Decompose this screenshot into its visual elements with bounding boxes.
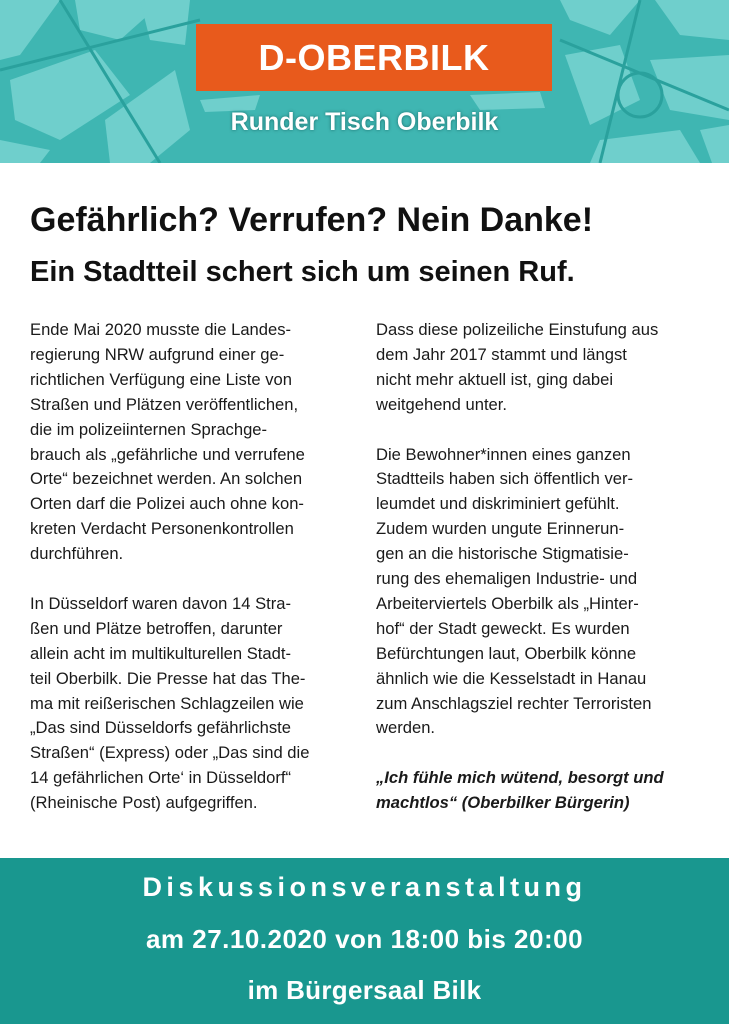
paragraph: Dass diese polizeiliche Einstufung aus dem Jahr 2017 stammt und längst nicht mehr aktuell ist, ging dabei weitgehend unter.	[376, 320, 659, 414]
paragraph: In Düsseldorf waren davon 14 Stra- ßen und Plätze betroffen, darunter allein acht im multikulturellen Stadt- teil Oberbilk. Die Presse hat das The- ma mit reißerischen Schlagzeilen wie „Das sind Düsseldorfs gefährlichste Straßen“ (Express) oder „Das sind die 14 gefährlichen Orte‘ in Düsseldorf“ (Rheinische Post) aufgegriffen.	[30, 593, 310, 813]
brand-logo-box: D-OBERBILK	[196, 24, 552, 91]
event-place: im Bürgersaal Bilk	[247, 975, 482, 1005]
right-column	[376, 318, 711, 841]
paragraph: Ende Mai 2020 musste die Landes- regierung NRW aufgrund einer ge- richtlichen Verfügung eine Liste von Straßen und Plätzen veröffentlichen, die im polizeiinternen Sprachge- brauch als „gefährliche und verrufene Orte“ bezeichnet werden. An solchen Orten darf die Polizei auch ohne kon- kreten Verdacht Personenkontrollen durchführen.	[30, 320, 305, 564]
organization-name: Runder Tisch Oberbilk	[230, 108, 499, 136]
header-banner	[0, 0, 729, 163]
event-banner	[0, 858, 729, 1024]
paragraph: Die Bewohner*innen eines ganzen Stadtteils haben sich öffentlich ver- leumdet und diskriminiert gefühlt. Zudem wurden ungute Erinnerun- gen an die historische Stigmatisie- rung des ehemaligen Industrie- und Arbeiterviertels Oberbilk als „Hinter- hof“ der Stadt geweckt. Es wurden Befürchtungen laut, Oberbilk könne ähnlich wie die Kesselstadt in Hanau zum Anschlagsziel rechter Terroristen werden.	[376, 444, 652, 738]
sub-headline: Ein Stadtteil schert sich um seinen Ruf.	[30, 256, 575, 288]
event-date: am 27.10.2020 von 18:00 bis 20:00	[145, 924, 584, 954]
main-headline: Gefährlich? Verrufen? Nein Danke!	[30, 201, 594, 239]
event-title: Diskussionsveranstaltung	[142, 872, 587, 902]
citizen-quote: „Ich fühle mich wütend, besorgt und machtlos“ (Oberbilker Bürgerin)	[376, 768, 664, 813]
left-column	[30, 318, 355, 841]
